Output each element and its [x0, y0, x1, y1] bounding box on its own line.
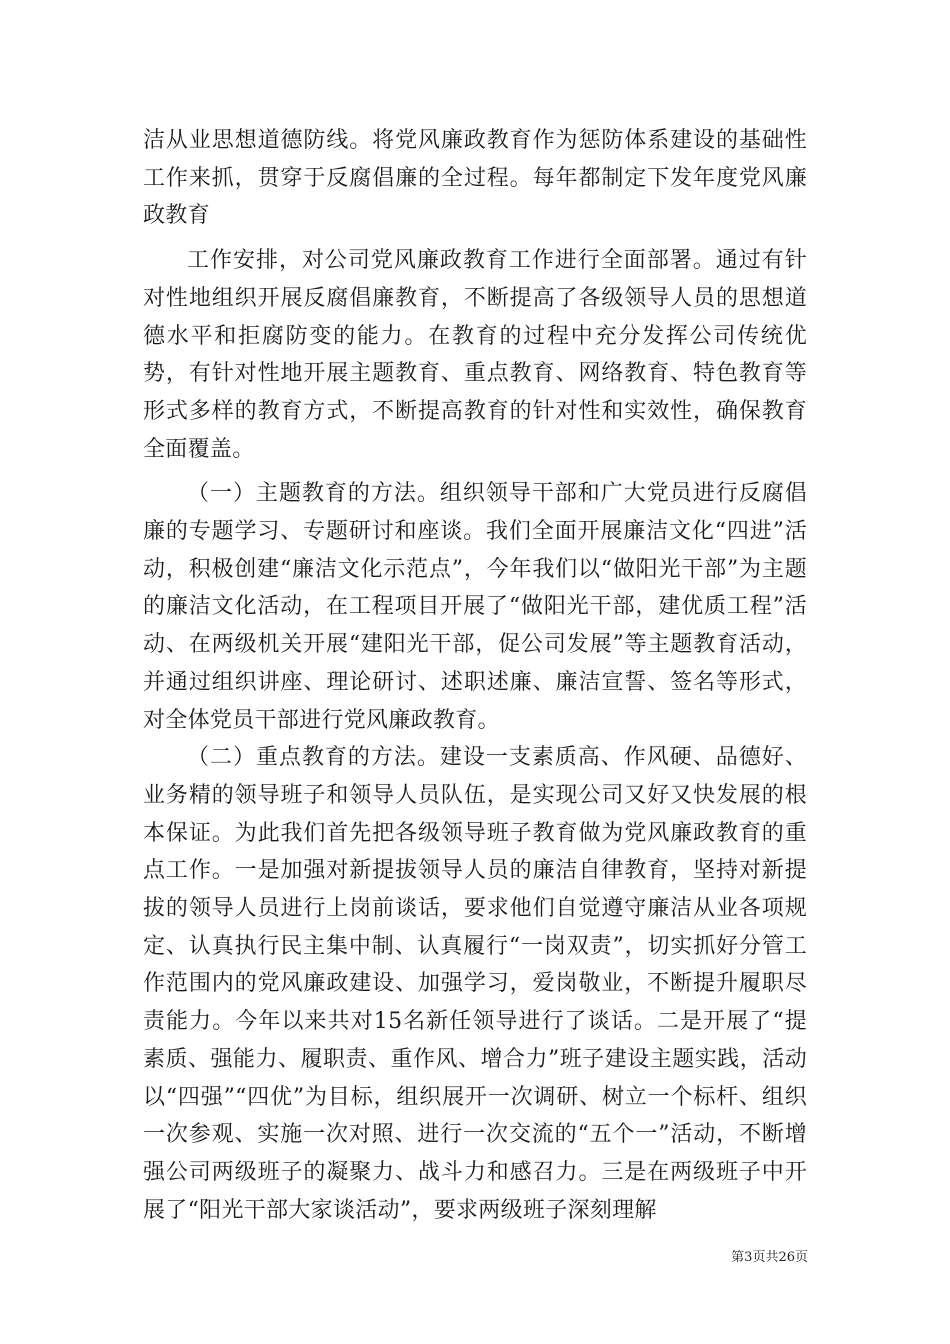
paragraph-continuation: 洁从业思想道德防线。将党风廉政教育作为惩防体系建设的基础性工作来抓，贯穿于反腐倡廉的全过程。每年都制定下发年度党风廉政教育	[143, 128, 807, 229]
paragraph-key-education: （二）重点教育的方法。建设一支素质高、作风硬、品德好、业务精的领导班子和领导人员队伍，是实现公司又好又快发展的根本保证。为此我们首先把各级领导班子教育做为党风廉政教育的重点工作。一是加强对新提拔领导人员的廉洁自律教育，坚持对新提拔的领导人员进行上岗前谈话，要求他们自觉遵守廉洁从业各项规定、认真执行民主集中制、认真履行“一岗双责”，切实抓好分管工作范围内的党风廉政建设、加强学习，爱岗敬业，不断提升履职尽责能力。今年以来共对15名新任领导进行了谈话。二是开展了“提素质、强能力、履职责、重作风、增合力”班子建设主题实践，活动以“四强”“四优”为目标，组织展开一次调研、树立一个标杆、组织一次参观、实施一次对照、进行一次交流的“五个一”活动，不断增强公司两级班子的凝聚力、战斗力和感召力。三是在两级班子中开展了“阳光干部大家谈活动”，要求两级班子深刻理解	[143, 745, 807, 1223]
document-body	[143, 122, 807, 1229]
paragraph-work-arrangement: 工作安排，对公司党风廉政教育工作进行全面部署。通过有针对性地组织开展反腐倡廉教育，不断提高了各级领导人员的思想道德水平和拒腐防变的能力。在教育的过程中充分发挥公司传统优势，有针对性地开展主题教育、重点教育、网络教育、特色教育等形式多样的教育方式，不断提高教育的针对性和实效性，确保教育全面覆盖。	[143, 248, 807, 462]
page-number-footer: 第3页共26页	[731, 1250, 808, 1265]
paragraph-theme-education: （一）主题教育的方法。组织领导干部和广大党员进行反腐倡廉的专题学习、专题研讨和座谈。我们全面开展廉洁文化“四进”活动，积极创建“廉洁文化示范点”，今年我们以“做阳光干部”为主题的廉洁文化活动，在工程项目开展了“做阳光干部，建优质工程”活动、在两级机关开展“建阳光干部，促公司发展”等主题教育活动，并通过组织讲座、理论研讨、述职述廉、廉洁宣誓、签名等形式，对全体党员干部进行党风廉政教育。	[143, 481, 807, 733]
